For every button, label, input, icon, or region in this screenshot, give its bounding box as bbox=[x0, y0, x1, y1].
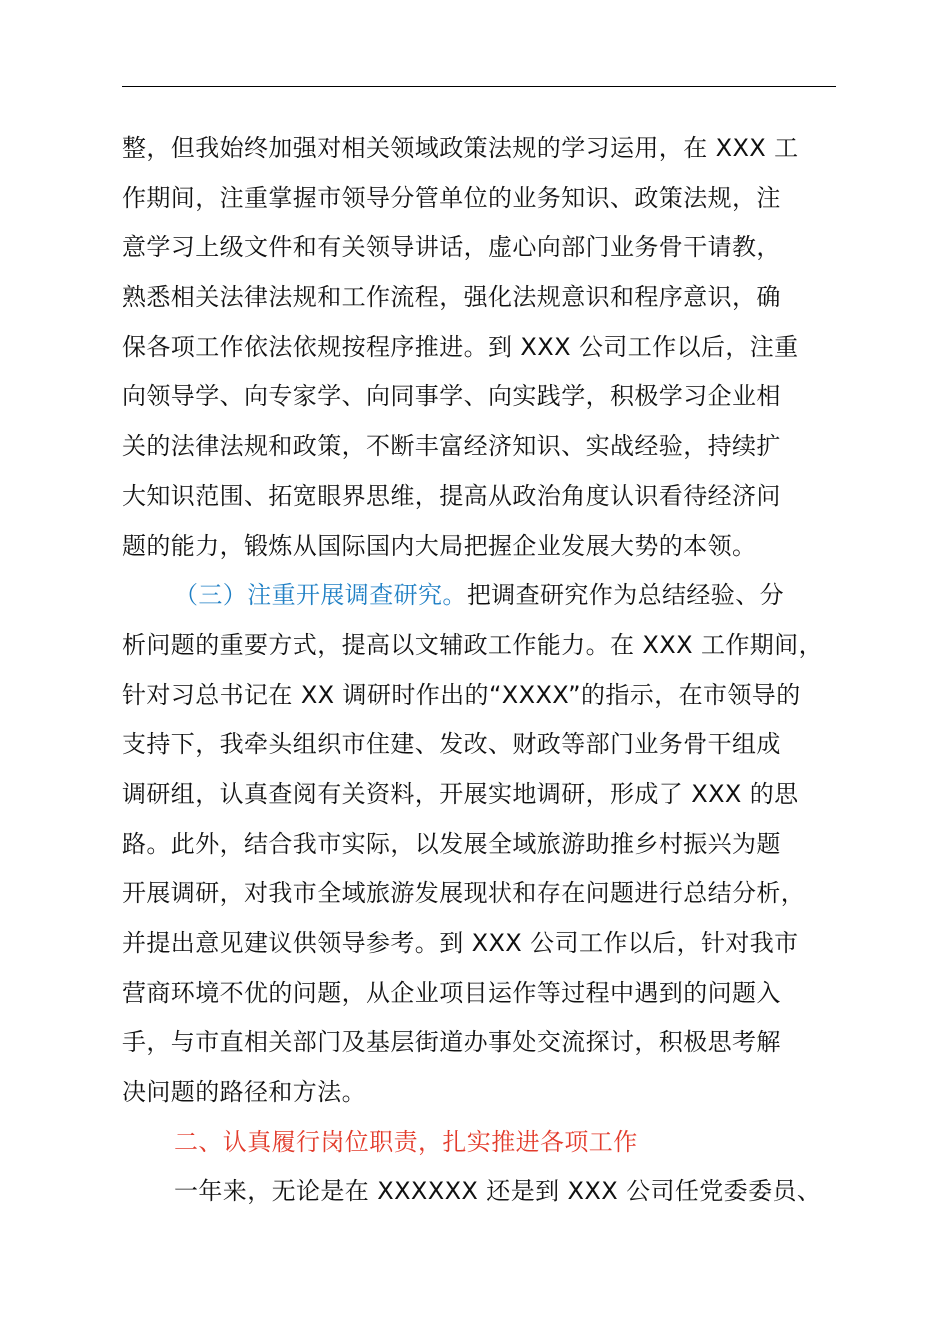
paragraph-2-line: 路。此外，结合我市实际，以发展全域旅游助推乡村振兴为题 bbox=[122, 829, 781, 858]
paragraph-2-first-line bbox=[122, 571, 858, 621]
paragraph-2-line: 针对习总书记在 XX 调研时作出的“XXXX”的指示，在市领导的 bbox=[122, 680, 801, 709]
paragraph-2-line: 并提出意见建议供领导参考。到 XXX 公司工作以后，针对我市 bbox=[122, 929, 799, 957]
paragraph-3-line: 一年来，无论是在 XXXXXX 还是到 XXX 公司任党委委员、 bbox=[174, 1177, 822, 1206]
paragraph-1-line: 大知识范围、拓宽眼界思维，提高从政治角度认识看待经济问 bbox=[122, 481, 781, 510]
paragraph-1-line: 意学习上级文件和有关领导讲话，虚心向部门业务骨干请教， bbox=[122, 233, 781, 262]
paragraph-1-line: 保各项工作依法依规按程序推进。到 XXX 公司工作以后，注重 bbox=[122, 332, 799, 361]
paragraph-2-lead-text: 把调查研究作为总结经验、分 bbox=[466, 581, 785, 610]
paragraph-1-line: 向领导学、向专家学、向同事学、向实践学，积极学习企业相 bbox=[122, 382, 781, 411]
header-rule bbox=[122, 86, 836, 87]
paragraph-1-line: 熟悉相关法律法规和工作流程，强化法规意识和程序意识，确 bbox=[122, 283, 781, 312]
section-2-heading: 二、认真履行岗位职责，扎实推进各项工作 bbox=[174, 1127, 638, 1156]
paragraph-1-line: 关的法律法规和政策，不断丰富经济知识、实战经验，持续扩 bbox=[122, 432, 781, 461]
paragraph-1-line: 作期间，注重掌握市领导分管单位的业务知识、政策法规，注 bbox=[122, 183, 781, 212]
document-body bbox=[122, 124, 858, 1217]
paragraph-2-line: 开展调研，对我市全域旅游发展现状和存在问题进行总结分析， bbox=[122, 879, 806, 908]
paragraph-2-line: 决问题的路径和方法。 bbox=[122, 1078, 366, 1107]
paragraph-1-line: 整，但我始终加强对相关领域政策法规的学习运用，在 XXX 工 bbox=[122, 134, 799, 162]
paragraph-1-line: 题的能力，锻炼从国际国内大局把握企业发展大势的本领。 bbox=[122, 531, 757, 560]
paragraph-2-line: 营商环境不优的问题，从企业项目运作等过程中遇到的问题入 bbox=[122, 978, 781, 1007]
paragraph-2-line: 手，与市直相关部门及基层街道办事处交流探讨，积极思考解 bbox=[122, 1028, 781, 1057]
subheading-3: （三）注重开展调查研究。 bbox=[174, 581, 467, 610]
paragraph-2-line: 支持下，我牵头组织市住建、发改、财政等部门业务骨干组成 bbox=[122, 730, 781, 759]
paragraph-2-line: 析问题的重要方式，提高以文辅政工作能力。在 XXX 工作期间， bbox=[122, 630, 823, 659]
paragraph-2-line: 调研组，认真查阅有关资料，开展实地调研，形成了 XXX 的思 bbox=[122, 779, 799, 808]
